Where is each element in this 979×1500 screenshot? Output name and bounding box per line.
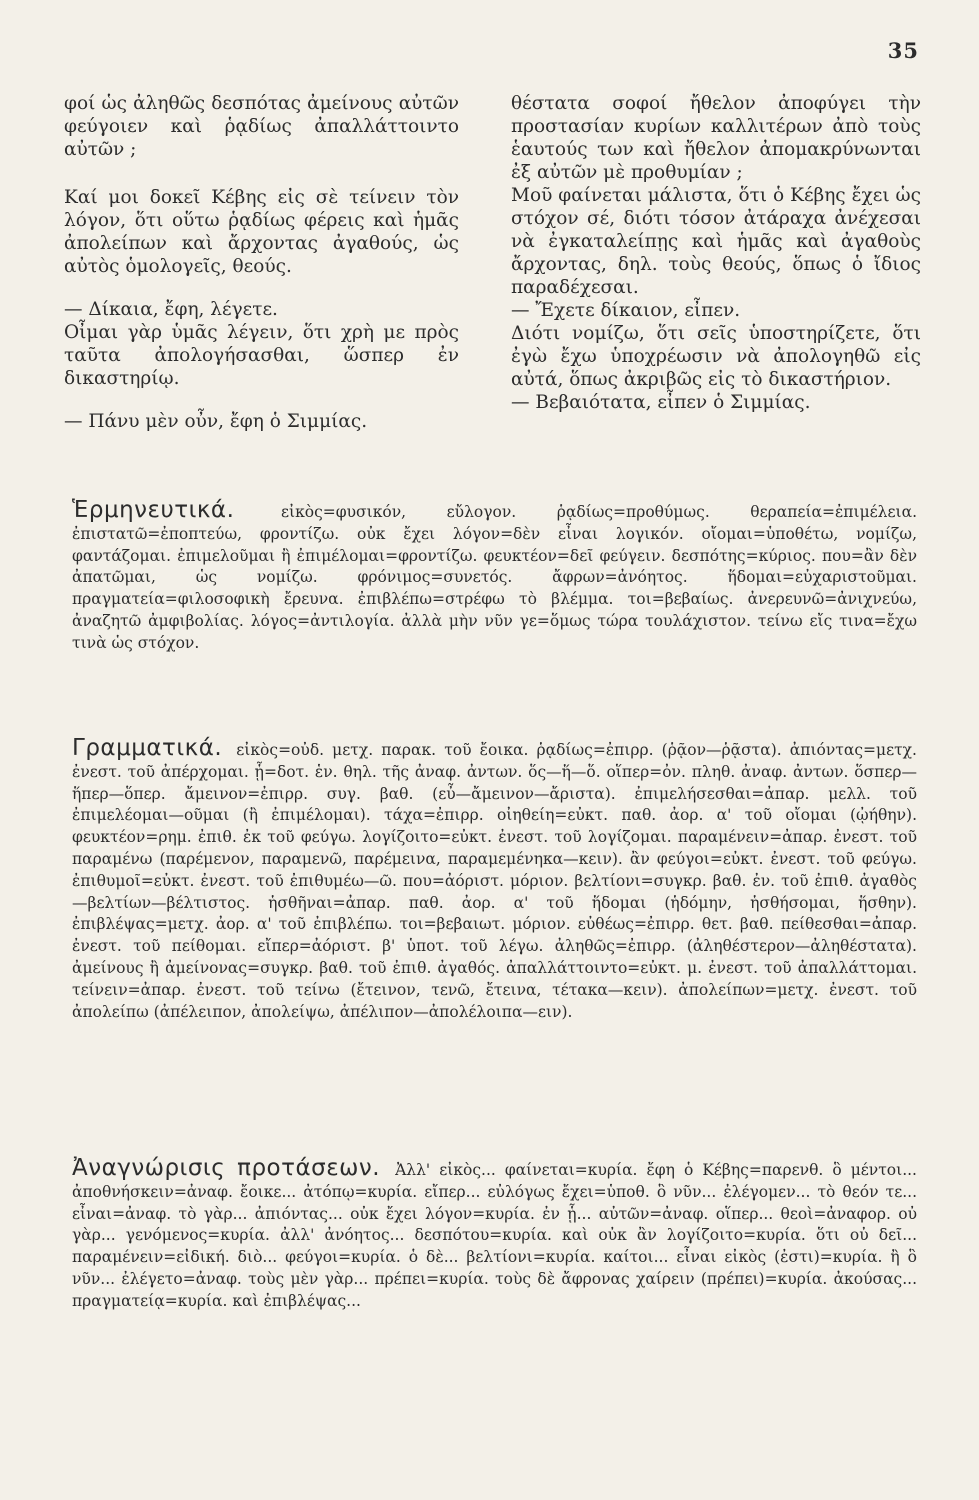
ermineutika-heading: Ἑρμηνευτικά. (72, 497, 235, 523)
left-paragraph-2: Καί μοι δοκεῖ Κέβης εἰς σὲ τείνειν τὸν λόγον, ὅτι οὕτω ῥᾳδίως φέρεις καὶ ἡμᾶς ἀπολείπων καὶ ἄρχοντας ἀγαθούς, ὡς αὐτὸς ὁμολογεῖς, θεούς. (64, 187, 459, 277)
ermineutika-text: εἰκὸς=φυσικόν, εὔλογον. ῥᾳδίως=προθύμως. θεραπεία=ἐπιμέλεια. ἐπιστατῶ=ἐποπτεύω, φροντίζω. οὐκ ἔχει λόγον=δὲν εἶναι λογικόν. οἴομαι=ὑποθέτω, νομίζω, φαντάζομαι. ἐπιμελοῦμαι ἢ ἐπιμέλομαι=φροντίζω. φευκτέον=δεῖ φεύγειν. δεσπότης=κύριος. που=ἂν δὲν ἀπατῶμαι, ὡς νομίζω. φρόνιμος=συνετός. ἄφρων=ἀνόητος. ἥδομαι=εὐχαριστοῦμαι. πραγματεία=φιλοσοφικὴ ἔρευνα. ἐπιβλέπω=στρέφω τὸ βλέμμα. τοι=βεβαίως. ἀνερευνῶ=ἀνιχνεύω, ἀναζητῶ ἀμφιβολίας. λόγος=ἀντιλογία. ἀλλὰ μὴν νῦν γε=ὅμως τώρα τουλάχιστον. τείνω εἴς τινα=ἔχω τινὰ ὡς στόχον. (72, 503, 917, 652)
ermineutika-section (72, 497, 917, 655)
left-paragraph-5: — Πάνυ μὲν οὖν, ἔφη ὁ Σιμμίας. (64, 411, 368, 432)
left-paragraph-3: — Δίκαια, ἔφη, λέγετε. (64, 299, 278, 320)
parallel-text (62, 92, 921, 433)
left-paragraph-1: φοί ὡς ἀληθῶς δεσπότας ἀμείνους αὐτῶν φεύγοιεν καὶ ῥᾳδίως ἀπαλλάττοιντο αὐτῶν ; (64, 93, 459, 160)
anagnorisis-section (72, 1155, 917, 1313)
modern-greek-column (511, 92, 921, 433)
anagnorisis-heading: Ἀναγνώρισις προτάσεων. (72, 1155, 381, 1181)
grammatika-section (72, 735, 917, 1023)
grammatika-heading: Γραμματικά. (72, 735, 223, 761)
right-paragraph-4: Διότι νομίζω, ὅτι σεῖς ὑποστηρίζετε, ὅτι ἐγὼ ἔχω ὑποχρέωσιν νὰ ἀπολογηθῶ εἰς αὐτά, ὅπως ἀκριβῶς εἰς τὸ δικαστήριον. (511, 323, 921, 390)
anagnorisis-text: Ἀλλ' εἰκὸς... φαίνεται=κυρία. ἔφη ὁ Κέβης=παρενθ. ὃ μέντοι... ἀποθνήσκειν=ἀναφ. ἔοικε... ἀτόπῳ=κυρία. εἴπερ... εὐλόγως ἔχει=ὑποθ. ὃ νῦν... ἐλέγομεν... τὸ θεόν τε... εἶναι=ἀναφ. τὸ γὰρ... ἀπιόντας... οὐκ ἔχει λόγον=κυρία. ἐν ᾗ... αὐτῶν=ἀναφ. οἵπερ... θεοὶ=ἀναφορ. οὐ γὰρ... γενόμενος=κυρία. ἀλλ' ἀνόητος... δεσπότου=κυρία. καὶ οὐκ ἂν λογίζοιτο=κυρία. ὅτι οὐ δεῖ... παραμένειν=εἰδική. διὸ... φεύγοι=κυρία. ὁ δὲ... βελτίονι=κυρία. καίτοι... εἶναι εἰκὸς (ἐστι)=κυρία. ἢ ὃ νῦν... ἐλέγετο=ἀναφ. τοὺς μὲν γὰρ... πρέπει=κυρία. τοὺς δὲ ἄφρονας χαίρειν (πρέπει)=κυρία. ἀκούσας... πραγματείᾳ=κυρία. καὶ ἐπιβλέψας... (72, 1161, 917, 1310)
grammatika-text: εἰκὸς=οὐδ. μετχ. παρακ. τοῦ ἔοικα. ῥᾳδίως=ἐπιρρ. (ῥᾷον—ῥᾷστα). ἀπιόντας=μετχ. ἐνεστ. τοῦ ἀπέρχομαι. ᾗ=δοτ. ἑν. θηλ. τῆς ἀναφ. ἀντων. ὅς—ἥ—ὅ. οἵπερ=ὀν. πληθ. ἀναφ. ἀντων. ὅσπερ—ἥπερ—ὅπερ. ἄμεινον=ἐπιρρ. συγ. βαθ. (εὖ—ἄμεινον—ἄριστα). ἐπιμελήσεσθαι=ἀπαρ. μελλ. τοῦ ἐπιμελέομαι—οῦμαι (ἢ ἐπιμέλομαι). τάχα=ἐπιρρ. οἰηθείη=εὐκτ. παθ. ἀορ. α' τοῦ οἴομαι (ᾠήθην). φευκτέον=ρημ. ἐπιθ. ἐκ τοῦ φεύγω. λογίζοιτο=εὐκτ. ἐνεστ. τοῦ λογίζομαι. παραμένειν=ἀπαρ. ἐνεστ. τοῦ παραμένω (παρέμενον, παραμενῶ, παρέμεινα, παραμεμένηκα—κειν). ἂν φεύγοι=εὐκτ. ἐνεστ. τοῦ φεύγω. ἐπιθυμοῖ=εὐκτ. ἐνεστ. τοῦ ἐπιθυμέω—ῶ. που=ἀόριστ. μόριον. βελτίονι=συγκρ. βαθ. ἐν. τοῦ ἐπιθ. ἀγαθὸς—βελτίων—βέλτιστος. ἡσθῆναι=ἀπαρ. παθ. ἀορ. α' τοῦ ἥδομαι (ἡδόμην, ἡσθήσομαι, ἥσθην). ἐπιβλέψας=μετχ. ἀορ. α' τοῦ ἐπιβλέπω. τοι=βεβαιωτ. μόριον. εὐθέως=ἐπιρρ. θετ. βαθ. πείθεσθαι=ἀπαρ. ἐνεστ. τοῦ πείθομαι. εἴπερ=ἀόριστ. β' ὑποτ. τοῦ λέγω. ἀληθῶς=ἐπιρρ. (ἀληθέστερον—ἀληθέστατα). ἀμείνους ἢ ἀμείνονας=συγκρ. βαθ. τοῦ ἐπιθ. ἀγαθός. ἀπαλλάττοιντο=εὐκτ. μ. ἐνεστ. τοῦ ἀπαλλάττομαι. τείνειν=ἀπαρ. ἐνεστ. τοῦ τείνω (ἔτεινον, τενῶ, ἔτεινα, τέτακα—κειν). ἀπολείπων=μετχ. ἐνεστ. τοῦ ἀπολείπω (ἀπέλειπον, ἀπολείψω, ἀπέλιπον—ἀπολέλοιπα—ειν). (72, 741, 917, 1021)
right-paragraph-5: — Βεβαιότατα, εἶπεν ὁ Σιμμίας. (511, 392, 811, 413)
right-paragraph-2: Μοῦ φαίνεται μάλιστα, ὅτι ὁ Κέβης ἔχει ὡς στόχον σέ, διότι τόσον ἀτάραχα ἀνέχεσαι νὰ ἐγκαταλείπῃς καὶ ἡμᾶς καὶ ἀγαθοὺς ἄρχοντας, δηλ. τοὺς θεούς, ὅπως ὁ ἴδιος παραδέχεσαι. (511, 185, 921, 298)
page-number: 35 (887, 38, 919, 63)
right-paragraph-1: θέστατα σοφοί ἤθελον ἀποφύγει τὴν προστασίαν κυρίων καλλιτέρων ἀπὸ τοὺς ἑαυτούς των καὶ ἤθελον ἀπομακρύνωνται ἐξ αὐτῶν μὲ προθυμίαν ; (511, 93, 921, 183)
right-paragraph-3: — Ἔχετε δίκαιον, εἶπεν. (511, 300, 741, 321)
left-paragraph-4: Οἶμαι γὰρ ὑμᾶς λέγειν, ὅτι χρὴ με πρὸς ταῦτα ἀπολογήσασθαι, ὥσπερ ἐν δικαστηρίῳ. (64, 322, 459, 389)
ancient-greek-column (64, 92, 459, 433)
